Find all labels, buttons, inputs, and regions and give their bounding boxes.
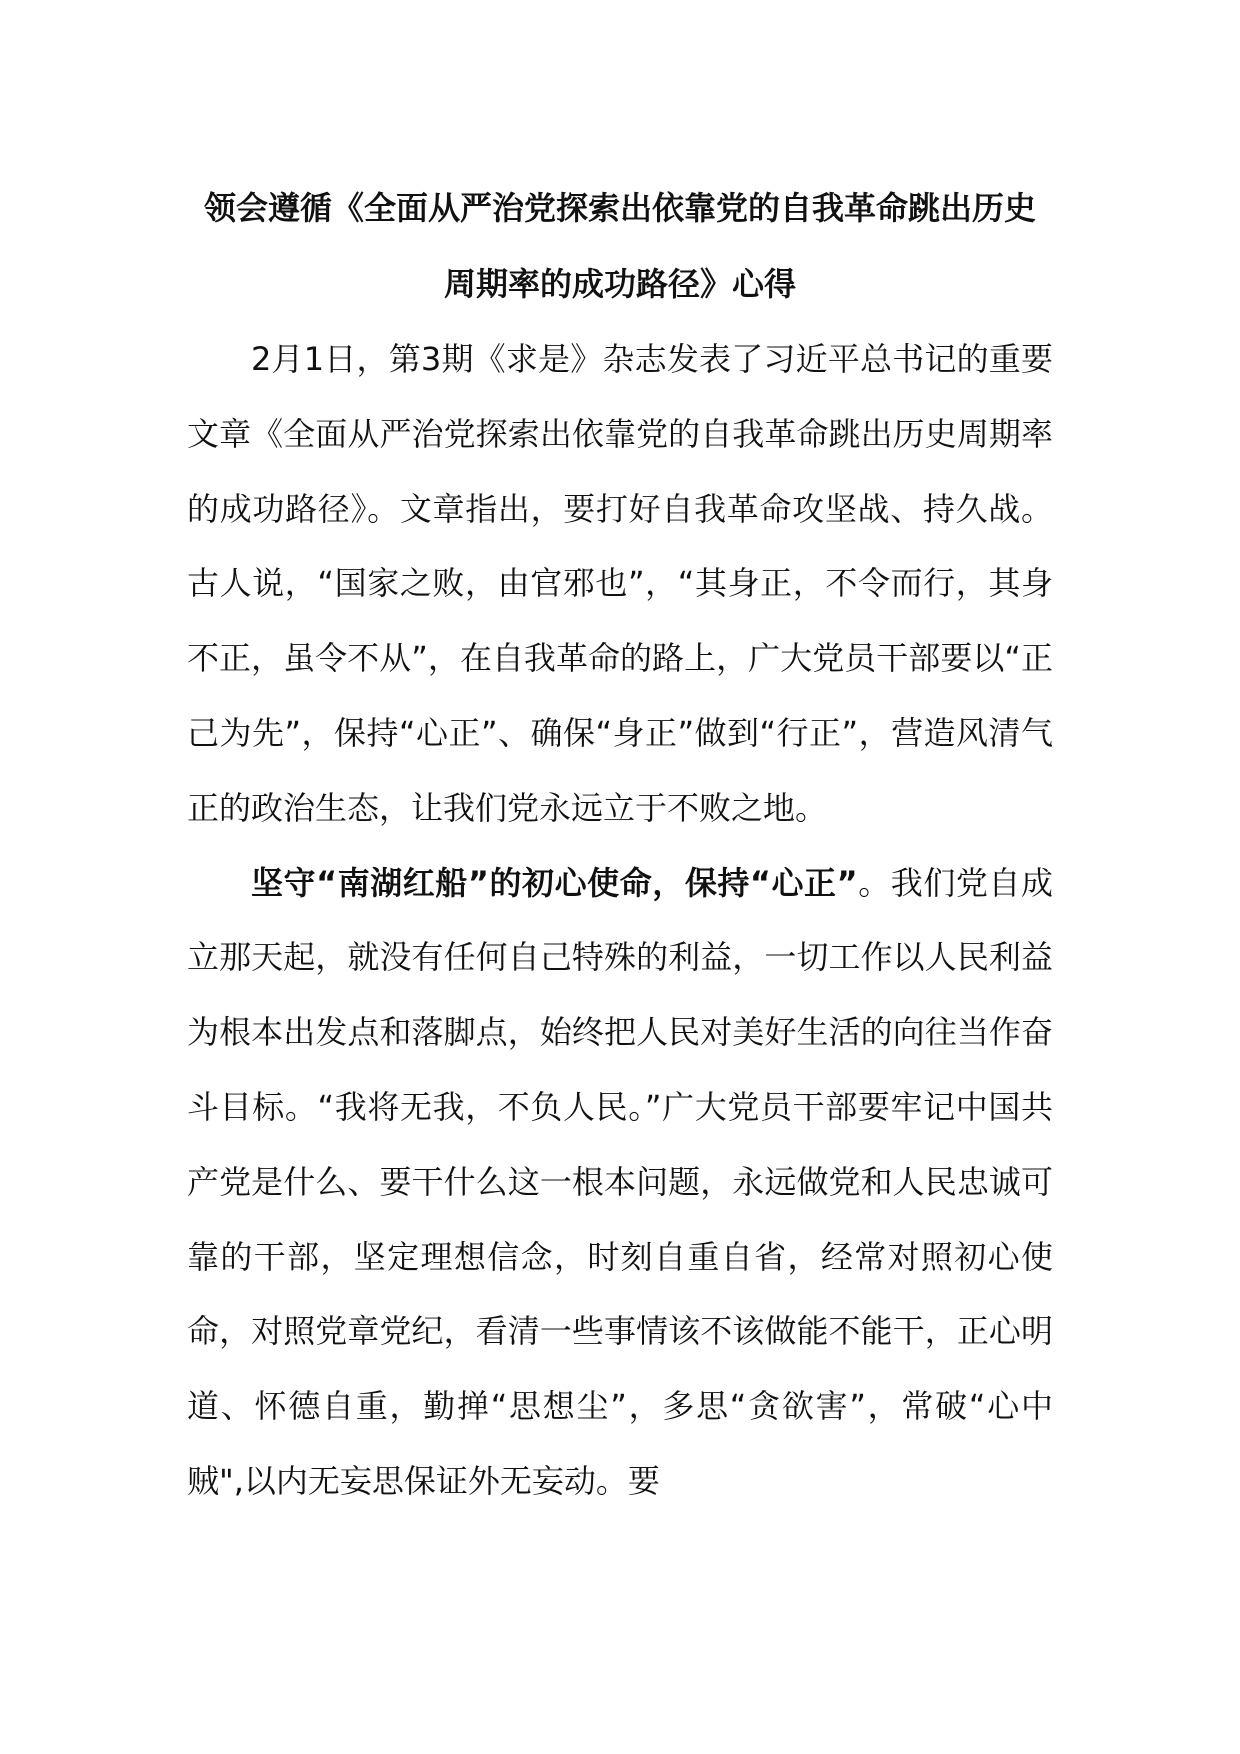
paragraph-2-text: 。我们党自成立那天起，就没有任何自己特殊的利益，一切工作以人民利益为根本出发点和落脚点，始终把人民对美好生活的向往当作奋斗目标。“我将无我，不负人民。”广大党员干部要牢记中国共产党是什么、要干什么这一根本问题，永远做党和人民忠诚可靠的干部，坚定理想信念，时刻自重自省，经常对照初心使命，对照党章党纪，看清一些事情该不该做能不能干，正心明道、怀德自重，勤掸“思想尘”，多思“贪欲害”，常破“心中贼",以内无妄思保证外无妄动。要 bbox=[187, 863, 1053, 1500]
paragraph-2-lead: 坚守“南湖红船”的初心使命，保持“心正” bbox=[251, 863, 858, 902]
title-line-2: 周期率的成功路径》心得 bbox=[443, 265, 796, 303]
document-page bbox=[187, 170, 1053, 1519]
paragraph-1-text: 2月1日，第3期《求是》杂志发表了习近平总书记的重要文章《全面从严治党探索出依靠党的自我革命跳出历史周期率的成功路径》。文章指出，要打好自我革命攻坚战、持久战。古人说，“国家之败，由官邪也”，“其身正，不令而行，其身不正，虽令不从”，在自我革命的路上，广大党员干部要以“正己为先”，保持“心正”、确保“身正”做到“行正”，营造风清气正的政治生态，让我们党永远立于不败之地。 bbox=[187, 340, 1053, 827]
paragraph-2 bbox=[187, 846, 1053, 1519]
title-line-1: 领会遵循《全面从严治党探索出依靠党的自我革命跳出历史 bbox=[203, 189, 1036, 227]
paragraph-1 bbox=[187, 322, 1053, 846]
document-title bbox=[187, 170, 1053, 322]
